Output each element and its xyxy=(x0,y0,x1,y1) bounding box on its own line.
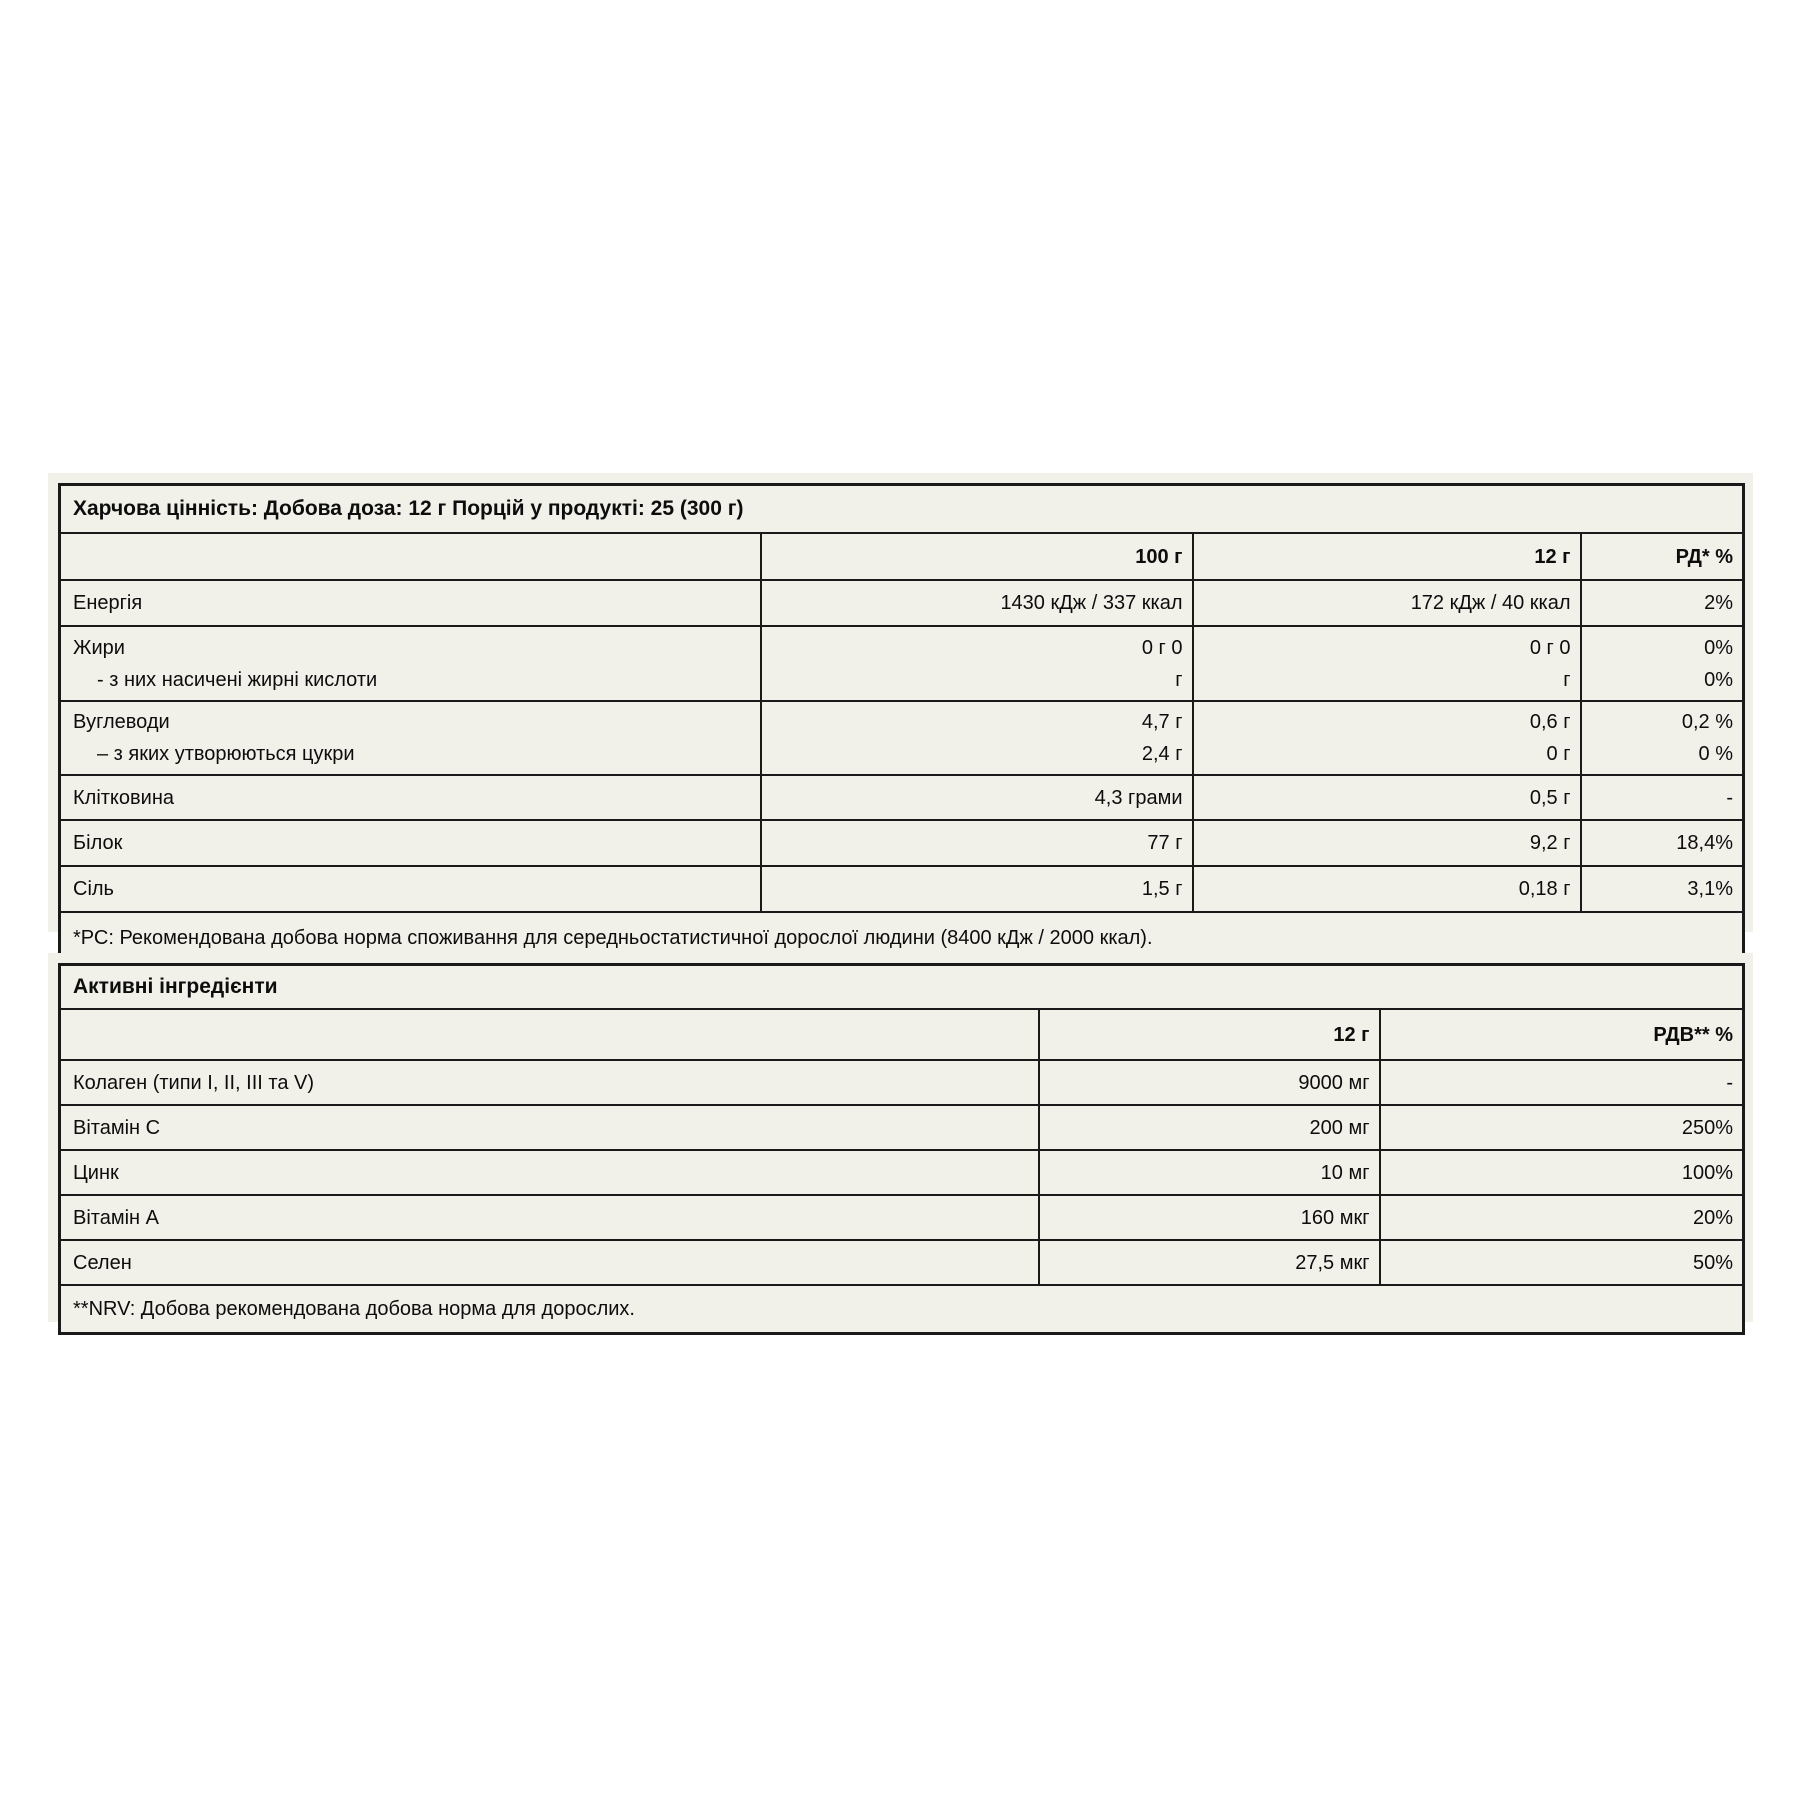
table-row-protein xyxy=(60,820,1744,866)
row-label: Вітамін A xyxy=(60,1195,1039,1240)
ingredients-title-row xyxy=(60,965,1744,1010)
row-label: Сіль xyxy=(60,866,761,912)
value-rd: 0,2 % 0 % xyxy=(1581,701,1744,775)
table-row-vitamin-a xyxy=(60,1195,1744,1240)
value-rd: 18,4% xyxy=(1581,820,1744,866)
value-per100: 77 г xyxy=(761,820,1193,866)
value-per12: 172 кДж / 40 ккал xyxy=(1193,580,1581,626)
value-rdv: 20% xyxy=(1380,1195,1744,1240)
value-rdv: 250% xyxy=(1380,1105,1744,1150)
value-per100: 4,3 грами xyxy=(761,775,1193,820)
value-rd: - xyxy=(1581,775,1744,820)
value-per12: 9000 мг xyxy=(1039,1060,1380,1105)
row-label: Білок xyxy=(60,820,761,866)
value-per100: 0 г 0 г xyxy=(761,626,1193,701)
value-per12: 200 мг xyxy=(1039,1105,1380,1150)
ingredients-header-empty xyxy=(60,1009,1039,1060)
ingredients-title: Активні інгредієнти xyxy=(60,965,1744,1010)
value-rdv: - xyxy=(1380,1060,1744,1105)
value-rd: 0% 0% xyxy=(1581,626,1744,701)
value-per12: 9,2 г xyxy=(1193,820,1581,866)
value-rdv: 50% xyxy=(1380,1240,1744,1285)
table-row-fiber xyxy=(60,775,1744,820)
table-row-zinc xyxy=(60,1150,1744,1195)
row-label: Цинк xyxy=(60,1150,1039,1195)
value-per12: 27,5 мкг xyxy=(1039,1240,1380,1285)
row-label: Клітковина xyxy=(60,775,761,820)
value-per12: 0,6 г 0 г xyxy=(1193,701,1581,775)
value-per12: 10 мг xyxy=(1039,1150,1380,1195)
row-label: Енергія xyxy=(60,580,761,626)
row-label-sub: - з них насичені жирні кислоти xyxy=(97,668,378,691)
value-rd: 2% xyxy=(1581,580,1744,626)
ingredients-table xyxy=(58,963,1745,1335)
table-row-salt xyxy=(60,866,1744,912)
ingredients-footnote-row xyxy=(60,1285,1744,1334)
row-label-main: Вуглеводи xyxy=(73,711,170,733)
column-header-12g: 12 г xyxy=(1193,533,1581,580)
value-per12: 160 мкг xyxy=(1039,1195,1380,1240)
nutrition-footnote: *РС: Рекомендована добова норма споживання для середньостатистичної дорослої людини (8400 кДж / 2000 ккал). xyxy=(60,912,1744,965)
column-header-rd: РД* % xyxy=(1581,533,1744,580)
value-rd: 3,1% xyxy=(1581,866,1744,912)
table-row-energy xyxy=(60,580,1744,626)
nutrition-title-row xyxy=(60,485,1744,534)
value-per100: 1430 кДж / 337 ккал xyxy=(761,580,1193,626)
column-header-12g: 12 г xyxy=(1039,1009,1380,1060)
table-row-fats xyxy=(60,626,1744,701)
row-label: Вітамін C xyxy=(60,1105,1039,1150)
value-per100: 4,7 г 2,4 г xyxy=(761,701,1193,775)
value-per12: 0,18 г xyxy=(1193,866,1581,912)
nutrition-header-empty xyxy=(60,533,761,580)
row-label-sub: – з яких утворюються цукри xyxy=(97,743,355,765)
value-per100: 1,5 г xyxy=(761,866,1193,912)
table-row-vitamin-c xyxy=(60,1105,1744,1150)
row-label-main: Жири xyxy=(73,636,125,659)
row-label xyxy=(60,626,761,701)
ingredients-panel xyxy=(48,953,1753,1322)
row-label: Колаген (типи I, II, III та V) xyxy=(60,1060,1039,1105)
table-row-collagen xyxy=(60,1060,1744,1105)
row-label: Селен xyxy=(60,1240,1039,1285)
nutrition-title: Харчова цінність: Добова доза: 12 г Порцій у продукті: 25 (300 г) xyxy=(60,485,1744,534)
ingredients-header-row xyxy=(60,1009,1744,1060)
table-row-selenium xyxy=(60,1240,1744,1285)
nutrition-panel xyxy=(48,473,1753,949)
nutrition-header-row xyxy=(60,533,1744,580)
value-per12: 0,5 г xyxy=(1193,775,1581,820)
value-per12: 0 г 0 г xyxy=(1193,626,1581,701)
column-header-100g: 100 г xyxy=(761,533,1193,580)
table-row-carbs xyxy=(60,701,1744,775)
nutrition-table xyxy=(58,483,1745,966)
row-label xyxy=(60,701,761,775)
value-rdv: 100% xyxy=(1380,1150,1744,1195)
ingredients-footnote: **NRV: Добова рекомендована добова норма для дорослих. xyxy=(60,1285,1744,1334)
column-header-rdv: РДВ** % xyxy=(1380,1009,1744,1060)
